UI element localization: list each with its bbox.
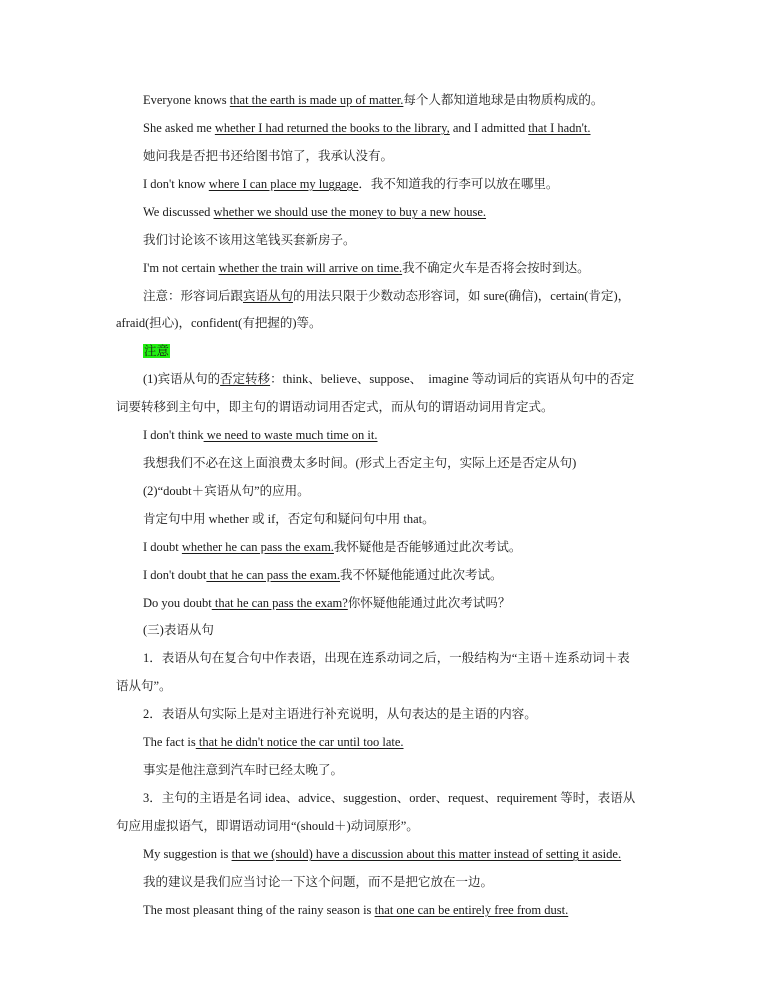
- paragraph-line: [143, 789, 635, 807]
- paragraph-line: [143, 91, 603, 109]
- text-run: (三)表语从句: [143, 623, 214, 637]
- text-run: I doubt: [143, 540, 182, 554]
- underlined-clause: 否定转移: [220, 372, 271, 386]
- text-run: I don't know: [143, 177, 209, 191]
- text-run: 注意：形容词后跟: [143, 289, 244, 303]
- paragraph-line: [143, 370, 634, 388]
- text-run: 你怀疑他能通过此次考试吗？: [347, 596, 511, 610]
- section-heading: [143, 621, 214, 639]
- underlined-clause: where I can place my luggage: [208, 177, 359, 191]
- paragraph-line: [116, 817, 419, 835]
- paragraph-line: [116, 677, 172, 695]
- paragraph-line: [143, 733, 404, 751]
- paragraph-line: [143, 594, 510, 612]
- paragraph-line: [143, 231, 356, 249]
- paragraph-line: [143, 454, 576, 472]
- paragraph-line: [143, 901, 568, 919]
- text-run: 肯定句中用 whether 或 if，否定句和疑问句中用 that。: [143, 512, 435, 526]
- text-run: She asked me: [143, 121, 215, 135]
- underlined-clause: that we (should) have a discussion about this matter instead of setting it aside.: [231, 847, 622, 861]
- paragraph-line: [143, 761, 343, 779]
- text-run: The most pleasant thing of the rainy season is: [143, 903, 375, 917]
- underlined-clause: we need to waste much time on it.: [203, 428, 378, 442]
- text-run: I'm not certain: [143, 261, 219, 275]
- text-run: I don't think: [143, 428, 204, 442]
- text-run: I don't doubt: [143, 568, 207, 582]
- text-run: 我不确定火车是否将会按时到达。: [402, 261, 590, 275]
- underlined-clause: whether I had returned the books to the library,: [214, 121, 450, 135]
- paragraph-line: [143, 482, 310, 500]
- underlined-clause: that he can pass the exam?: [211, 596, 348, 610]
- text-run: 我们讨论该不该用这笔钱买套新房子。: [143, 233, 356, 247]
- text-run: We discussed: [143, 205, 214, 219]
- paragraph-line: [143, 845, 621, 863]
- paragraph-line: [143, 426, 378, 444]
- underlined-clause: 宾语从句: [243, 289, 294, 303]
- underlined-clause: that I hadn't.: [528, 121, 591, 135]
- text-run: 3．主句的主语是名词 idea、advice、suggestion、order、request、requirement 等时，表语从: [143, 791, 636, 805]
- underlined-clause: that the earth is made up of matter.: [229, 93, 404, 107]
- paragraph-line: [116, 314, 322, 332]
- paragraph-line: [116, 398, 554, 416]
- text-run: 每个人都知道地球是由物质构成的。: [403, 93, 604, 107]
- underlined-clause: whether the train will arrive on time.: [218, 261, 403, 275]
- note-heading: [143, 342, 170, 360]
- text-run: The fact is: [143, 735, 196, 749]
- text-run: Do you doubt: [143, 596, 212, 610]
- paragraph-line: [143, 510, 435, 528]
- text-run: 句应用虚拟语气，即谓语动词用“(should＋)动词原形”。: [116, 819, 419, 833]
- text-run: 我想我们不必在这上面浪费太多时间。(形式上否定主句，实际上还是否定从句): [143, 456, 577, 470]
- text-run: ．我不知道我的行李可以放在哪里。: [358, 177, 559, 191]
- text-run: 她问我是否把书还给图书馆了，我承认没有。: [143, 149, 394, 163]
- text-run: My suggestion is: [143, 847, 232, 861]
- text-run: 2．表语从句实际上是对主语进行补充说明，从句表达的是主语的内容。: [143, 707, 537, 721]
- underlined-clause: whether he can pass the exam.: [181, 540, 334, 554]
- text-run: (2)“doubt＋宾语从句”的应用。: [143, 484, 310, 498]
- text-run: afraid(担心)，confident(有把握的)等。: [116, 316, 322, 330]
- underlined-clause: that one can be entirely free from dust.: [374, 903, 569, 917]
- text-run: ：think、believe、suppose、 imagine 等动词后的宾语从句中的否定: [270, 372, 635, 386]
- paragraph-line: [143, 287, 630, 305]
- underlined-clause: that he didn't notice the car until too late.: [195, 735, 404, 749]
- paragraph-line: [143, 873, 493, 891]
- paragraph-line: [143, 259, 590, 277]
- paragraph-line: [143, 566, 503, 584]
- text-run: 我不怀疑他能通过此次考试。: [340, 568, 503, 582]
- text-run: 词要转移到主句中，即主句的谓语动词用否定式，而从句的谓语动词用肯定式。: [116, 400, 554, 414]
- paragraph-line: [143, 203, 486, 221]
- underlined-clause: that he can pass the exam.: [206, 568, 341, 582]
- text-run: (1)宾语从句的: [143, 372, 221, 386]
- underlined-clause: whether we should use the money to buy a new house.: [213, 205, 487, 219]
- paragraph-line: [143, 119, 591, 137]
- paragraph-line: [143, 649, 630, 667]
- highlighted-label: 注意: [144, 344, 170, 358]
- text-run: 我怀疑他是否能够通过此次考试。: [333, 540, 522, 554]
- text-run: 我的建议是我们应当讨论一下这个问题，而不是把它放在一边。: [143, 875, 494, 889]
- text-run: 事实是他注意到汽车时已经太晚了。: [143, 763, 344, 777]
- text-run: 的用法只限于少数动态形容词，如 sure(确信)，certain(肯定)，: [293, 289, 631, 303]
- paragraph-line: [143, 705, 537, 723]
- paragraph-line: [143, 175, 558, 193]
- text-run: 语从句”。: [116, 679, 172, 693]
- paragraph-line: [143, 538, 521, 556]
- text-run: 1．表语从句在复合句中作表语，出现在连系动词之后，一般结构为“主语＋连系动词＋表: [143, 651, 630, 665]
- paragraph-line: [143, 147, 393, 165]
- text-run: and I admitted: [449, 121, 529, 135]
- text-run: Everyone knows: [143, 93, 230, 107]
